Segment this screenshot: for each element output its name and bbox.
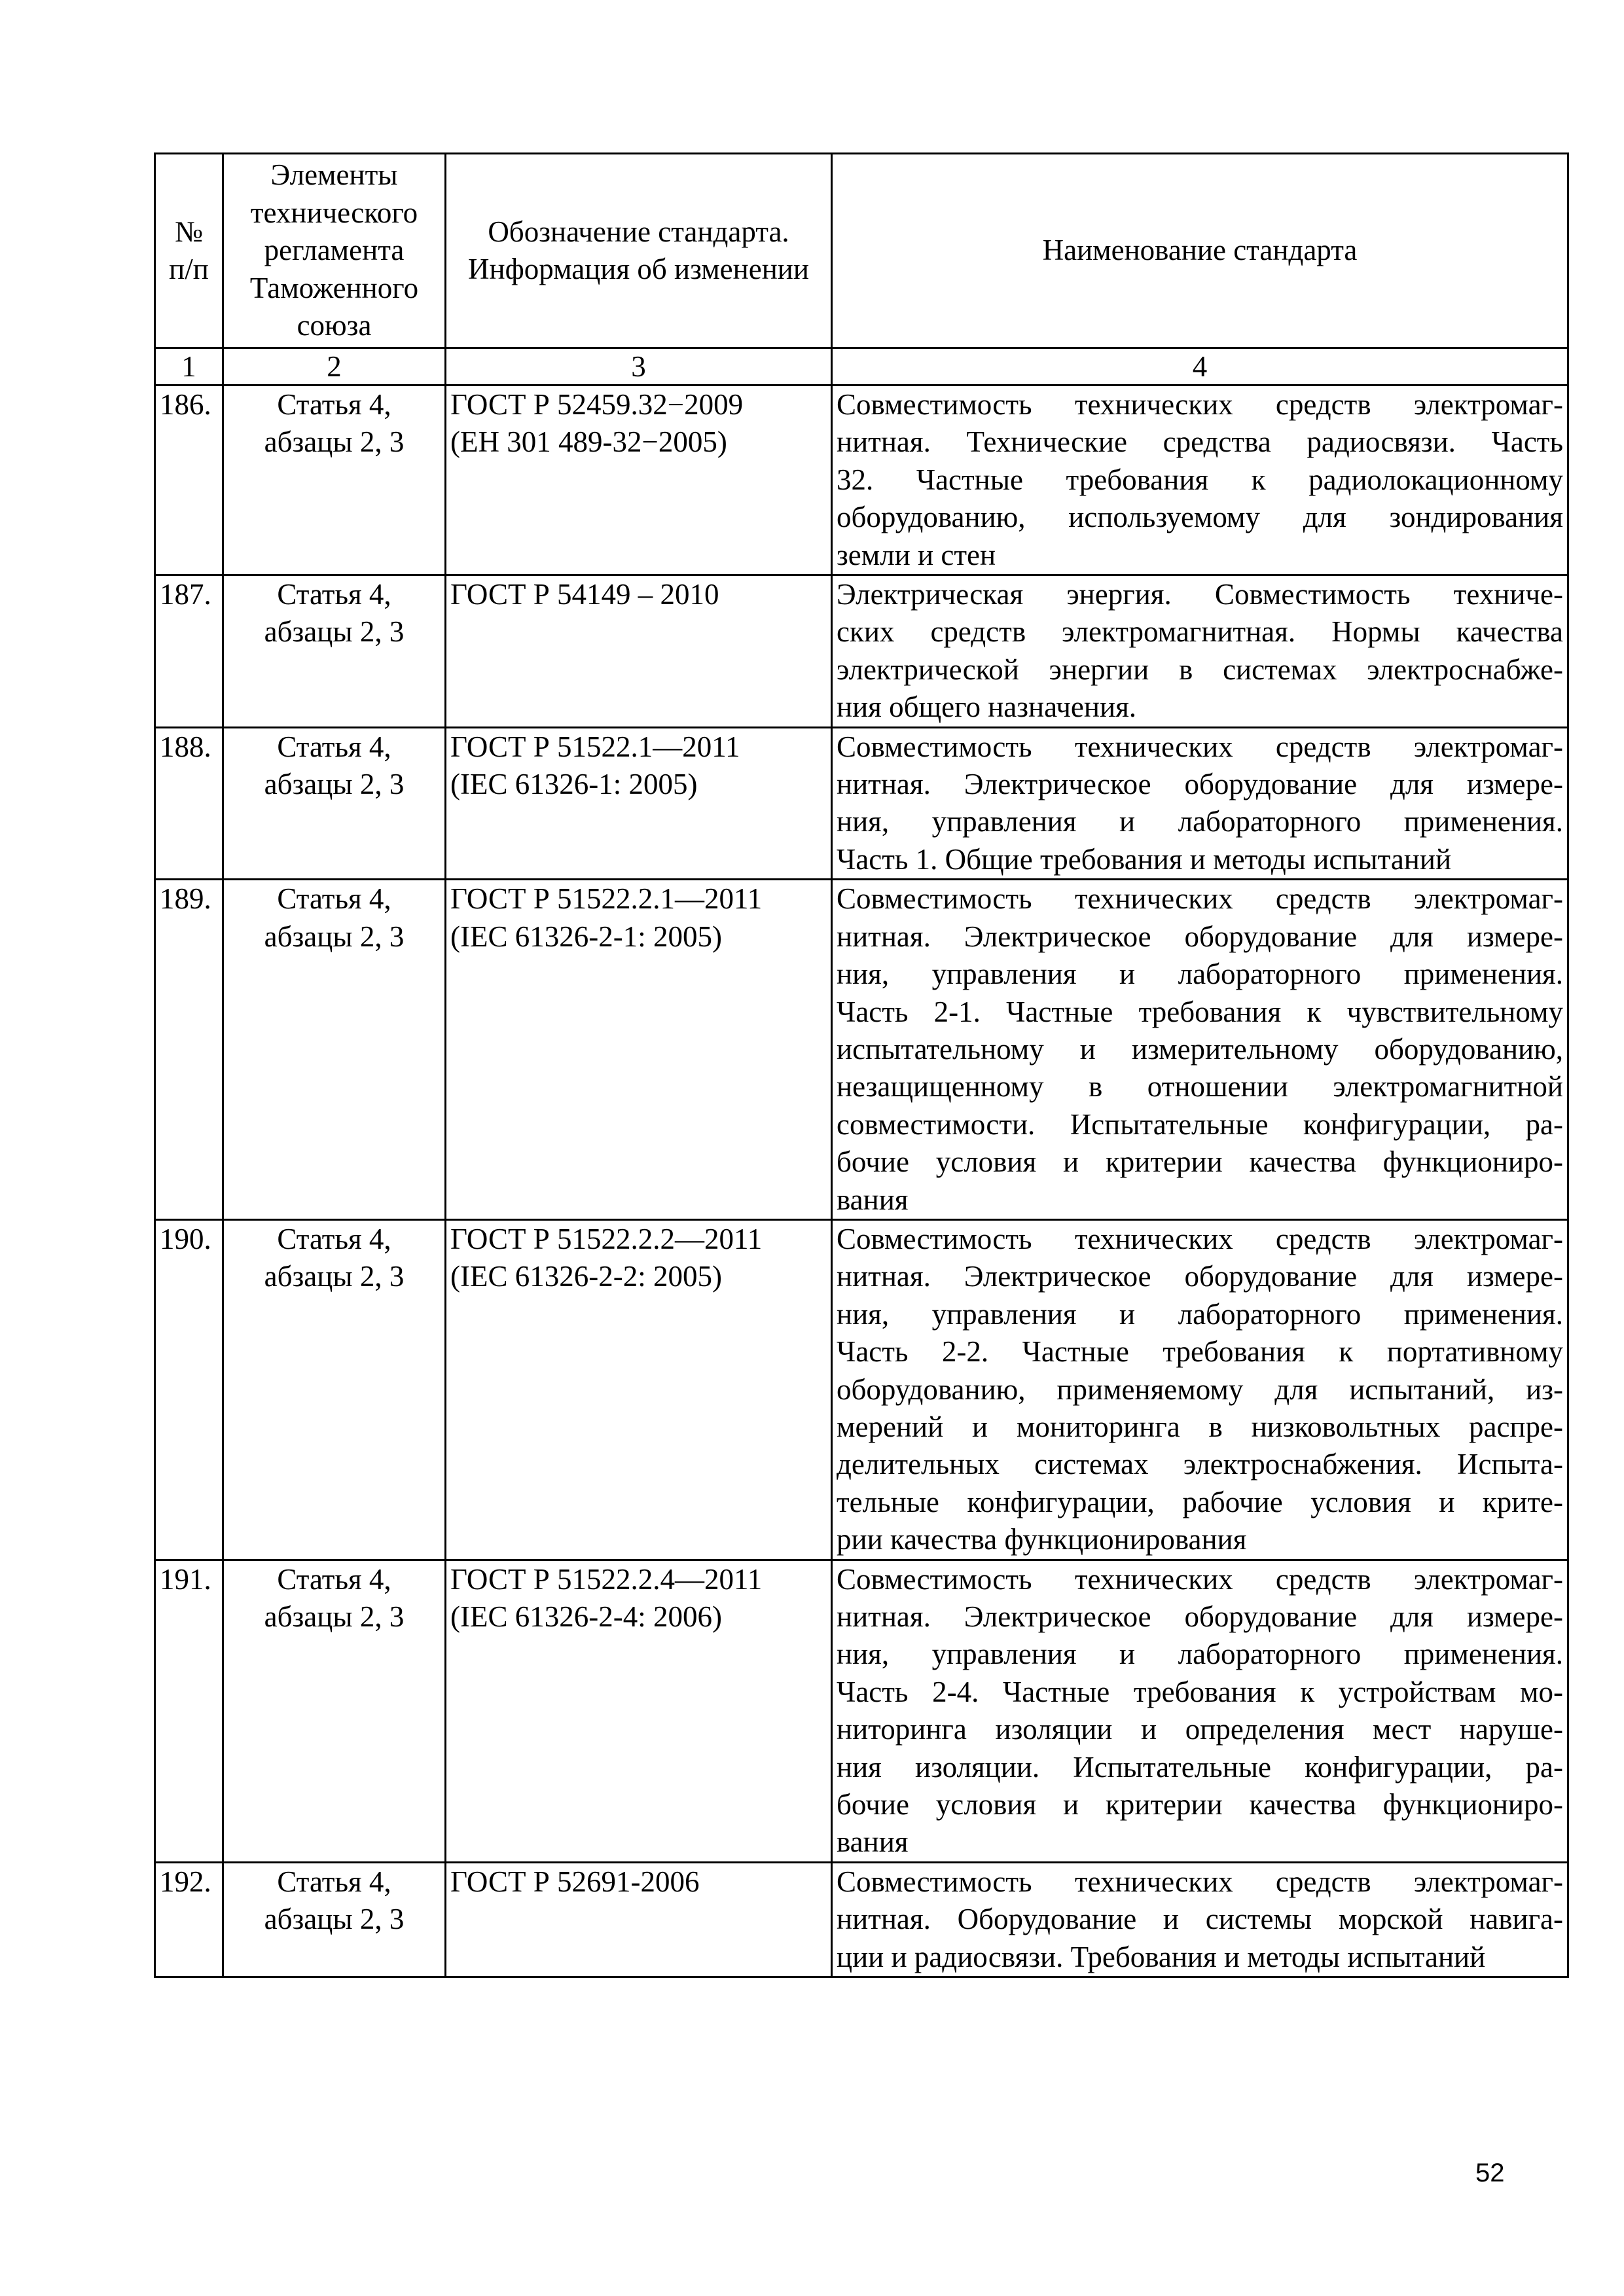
row-regulation-element bbox=[223, 727, 446, 880]
standard-code-line: ГОСТ Р 51522.1—2011 bbox=[450, 730, 740, 763]
standard-name-line: нитная. Оборудование и системы морской навига- bbox=[837, 1903, 1563, 1936]
standard-name-line: Совместимость технических средств электромаг- bbox=[837, 1865, 1563, 1898]
row-standard-name bbox=[832, 575, 1568, 728]
row-number: 187. bbox=[155, 575, 223, 728]
table-row bbox=[155, 575, 1568, 728]
row-regulation-element bbox=[223, 880, 446, 1220]
standard-name-line: Часть 2-1. Частные требования к чувствительному bbox=[837, 995, 1563, 1028]
standard-name-line: испытательному и измерительному оборудованию, bbox=[837, 1032, 1563, 1066]
row-regulation-element bbox=[223, 1560, 446, 1862]
standard-name-line: земли и стен bbox=[837, 538, 996, 571]
row-standard-code bbox=[446, 1862, 832, 1977]
row-number: 189. bbox=[155, 880, 223, 1220]
table-row bbox=[155, 727, 1568, 880]
standard-name-line: Часть 1. Общие требования и методы испытаний bbox=[837, 842, 1452, 876]
row-standard-name bbox=[832, 727, 1568, 880]
regulation-element-line: Статья 4, bbox=[277, 1222, 391, 1255]
row-standard-code bbox=[446, 1219, 832, 1560]
standard-name-line: ния общего назначения. bbox=[837, 691, 1137, 724]
standard-name-line: Совместимость технических средств электромаг- bbox=[837, 1562, 1563, 1596]
row-regulation-element bbox=[223, 386, 446, 575]
standard-name-line: бочие условия и критерии качества функциониро- bbox=[837, 1145, 1563, 1179]
standard-code-line: (IEC 61326-1: 2005) bbox=[450, 768, 698, 801]
standard-name-line: ния изоляции. Испытательные конфигурации, ра- bbox=[837, 1750, 1563, 1784]
regulation-element-line: абзацы 2, 3 bbox=[264, 920, 405, 953]
regulation-element-line: Статья 4, bbox=[277, 1562, 391, 1596]
standard-name-line: ских средств электромагнитная. Нормы качества bbox=[837, 615, 1563, 649]
standard-name-line: 32. Частные требования к радиолокационному bbox=[837, 463, 1563, 496]
standard-name-line: ции и радиосвязи. Требования и методы испытаний bbox=[837, 1940, 1486, 1973]
regulation-element-line: абзацы 2, 3 bbox=[264, 615, 405, 649]
standard-name-line: вания bbox=[837, 1183, 909, 1216]
standard-name-line: рии качества функционирования bbox=[837, 1523, 1247, 1556]
row-regulation-element bbox=[223, 575, 446, 728]
standard-code-line: (IEC 61326-2-4: 2006) bbox=[450, 1600, 722, 1633]
standard-name-line: нитная. Электрическое оборудование для измере- bbox=[837, 1260, 1563, 1293]
standard-name-line: Часть 2-4. Частные требования к устройствам мо- bbox=[837, 1675, 1563, 1708]
standard-name-line: нитная. Электрическое оборудование для измере- bbox=[837, 1600, 1563, 1633]
table-body bbox=[155, 386, 1568, 1977]
regulation-element-line: абзацы 2, 3 bbox=[264, 1903, 405, 1936]
regulation-element-line: абзацы 2, 3 bbox=[264, 1600, 405, 1633]
standard-name-line: Часть 2-2. Частные требования к портативному bbox=[837, 1335, 1563, 1369]
standard-code-line: ГОСТ Р 51522.2.4—2011 bbox=[450, 1562, 763, 1596]
row-standard-code bbox=[446, 575, 832, 728]
standard-code-line: (IEC 61326-2-2: 2005) bbox=[450, 1260, 722, 1293]
row-standard-name bbox=[832, 386, 1568, 575]
standard-code-line: (IEC 61326-2-1: 2005) bbox=[450, 920, 722, 953]
row-number: 191. bbox=[155, 1560, 223, 1862]
standard-name-line: тельные конфигурации, рабочие условия и крите- bbox=[837, 1485, 1563, 1518]
standard-name-line: ниторинга изоляции и определения мест наруше- bbox=[837, 1713, 1563, 1746]
standard-name-line: бочие условия и критерии качества функциониро- bbox=[837, 1788, 1563, 1821]
column-index: 3 bbox=[446, 348, 832, 386]
table-row bbox=[155, 880, 1568, 1220]
header-standard-name: Наименование стандарта bbox=[832, 154, 1568, 348]
row-regulation-element bbox=[223, 1862, 446, 1977]
standard-name-line: Совместимость технических средств электромаг- bbox=[837, 1222, 1563, 1255]
header-elements bbox=[223, 154, 446, 348]
column-index-row bbox=[155, 348, 1568, 386]
header-code-line: Информация об изменении bbox=[468, 253, 809, 285]
standard-code-line: ГОСТ Р 54149 – 2010 bbox=[450, 578, 719, 611]
row-standard-code bbox=[446, 1560, 832, 1862]
row-standard-code bbox=[446, 727, 832, 880]
standard-name-line: незащищенному в отношении электромагнитной bbox=[837, 1070, 1563, 1103]
column-index: 2 bbox=[223, 348, 446, 386]
header-elements-line: Таможенного bbox=[249, 271, 419, 304]
row-standard-name bbox=[832, 1862, 1568, 1977]
standards-table bbox=[154, 152, 1569, 1978]
regulation-element-line: абзацы 2, 3 bbox=[264, 425, 405, 459]
header-code-line: Обозначение стандарта. bbox=[488, 215, 789, 248]
header-number-line: п/п bbox=[169, 253, 209, 285]
standard-name-line: Совместимость технических средств электромаг- bbox=[837, 388, 1563, 421]
table-row bbox=[155, 1560, 1568, 1862]
standard-code-line: ГОСТ Р 52459.32−2009 bbox=[450, 388, 744, 421]
standard-name-line: оборудованию, используемому для зондирования bbox=[837, 501, 1563, 534]
row-number: 192. bbox=[155, 1862, 223, 1977]
standard-name-line: электрической энергии в системах электроснабже- bbox=[837, 653, 1563, 686]
standard-name-line: нитная. Электрическое оборудование для измере- bbox=[837, 920, 1563, 953]
regulation-element-line: абзацы 2, 3 bbox=[264, 1260, 405, 1293]
standard-code-line: ГОСТ Р 52691-2006 bbox=[450, 1865, 700, 1898]
standard-name-line: Совместимость технических средств электромаг- bbox=[837, 882, 1563, 916]
regulation-element-line: Статья 4, bbox=[277, 1865, 391, 1898]
row-number: 188. bbox=[155, 727, 223, 880]
standard-name-line: совместимости. Испытательные конфигурации, ра- bbox=[837, 1107, 1563, 1141]
header-elements-line: союза bbox=[297, 309, 372, 342]
header-number-line: № bbox=[175, 215, 203, 248]
standard-name-line: вания bbox=[837, 1825, 909, 1859]
standard-name-line: ния, управления и лабораторного применения. bbox=[837, 805, 1563, 838]
regulation-element-line: абзацы 2, 3 bbox=[264, 768, 405, 801]
table-row bbox=[155, 386, 1568, 575]
standard-code-line: ГОСТ Р 51522.2.1—2011 bbox=[450, 882, 763, 916]
row-number: 186. bbox=[155, 386, 223, 575]
column-index: 1 bbox=[155, 348, 223, 386]
regulation-element-line: Статья 4, bbox=[277, 388, 391, 421]
standard-code-line: (ЕН 301 489-32−2005) bbox=[450, 425, 727, 459]
standard-name-line: ния, управления и лабораторного применения. bbox=[837, 958, 1563, 991]
row-number: 190. bbox=[155, 1219, 223, 1560]
column-index: 4 bbox=[832, 348, 1568, 386]
header-elements-line: технического bbox=[250, 196, 418, 229]
header-number bbox=[155, 154, 223, 348]
standard-name-line: мерений и мониторинга в низковольтных распре- bbox=[837, 1410, 1563, 1443]
standard-name-line: ния, управления и лабораторного применения. bbox=[837, 1638, 1563, 1671]
standard-name-line: Совместимость технических средств электромаг- bbox=[837, 730, 1563, 763]
page-number: 52 bbox=[1475, 2159, 1505, 2187]
row-standard-name bbox=[832, 1560, 1568, 1862]
table-row bbox=[155, 1219, 1568, 1560]
row-standard-name bbox=[832, 1219, 1568, 1560]
standard-name-line: оборудованию, применяемому для испытаний, из- bbox=[837, 1372, 1563, 1406]
row-standard-code bbox=[446, 880, 832, 1220]
standard-name-line: Электрическая энергия. Совместимость техниче- bbox=[837, 578, 1563, 611]
regulation-element-line: Статья 4, bbox=[277, 730, 391, 763]
row-standard-name bbox=[832, 880, 1568, 1220]
header-standard-code bbox=[446, 154, 832, 348]
standard-name-line: нитная. Электрическое оборудование для измере- bbox=[837, 768, 1563, 801]
header-elements-line: регламента bbox=[264, 234, 405, 267]
standard-name-line: нитная. Технические средства радиосвязи. Часть bbox=[837, 425, 1563, 459]
standard-name-line: ния, управления и лабораторного применения. bbox=[837, 1297, 1563, 1331]
standard-name-line: делительных системах электроснабжения. Испыта- bbox=[837, 1448, 1563, 1481]
row-standard-code bbox=[446, 386, 832, 575]
header-elements-line: Элементы bbox=[270, 158, 398, 192]
standard-code-line: ГОСТ Р 51522.2.2—2011 bbox=[450, 1222, 763, 1255]
table-row bbox=[155, 1862, 1568, 1977]
regulation-element-line: Статья 4, bbox=[277, 578, 391, 611]
regulation-element-line: Статья 4, bbox=[277, 882, 391, 916]
row-regulation-element bbox=[223, 1219, 446, 1560]
table-header-row bbox=[155, 154, 1568, 348]
